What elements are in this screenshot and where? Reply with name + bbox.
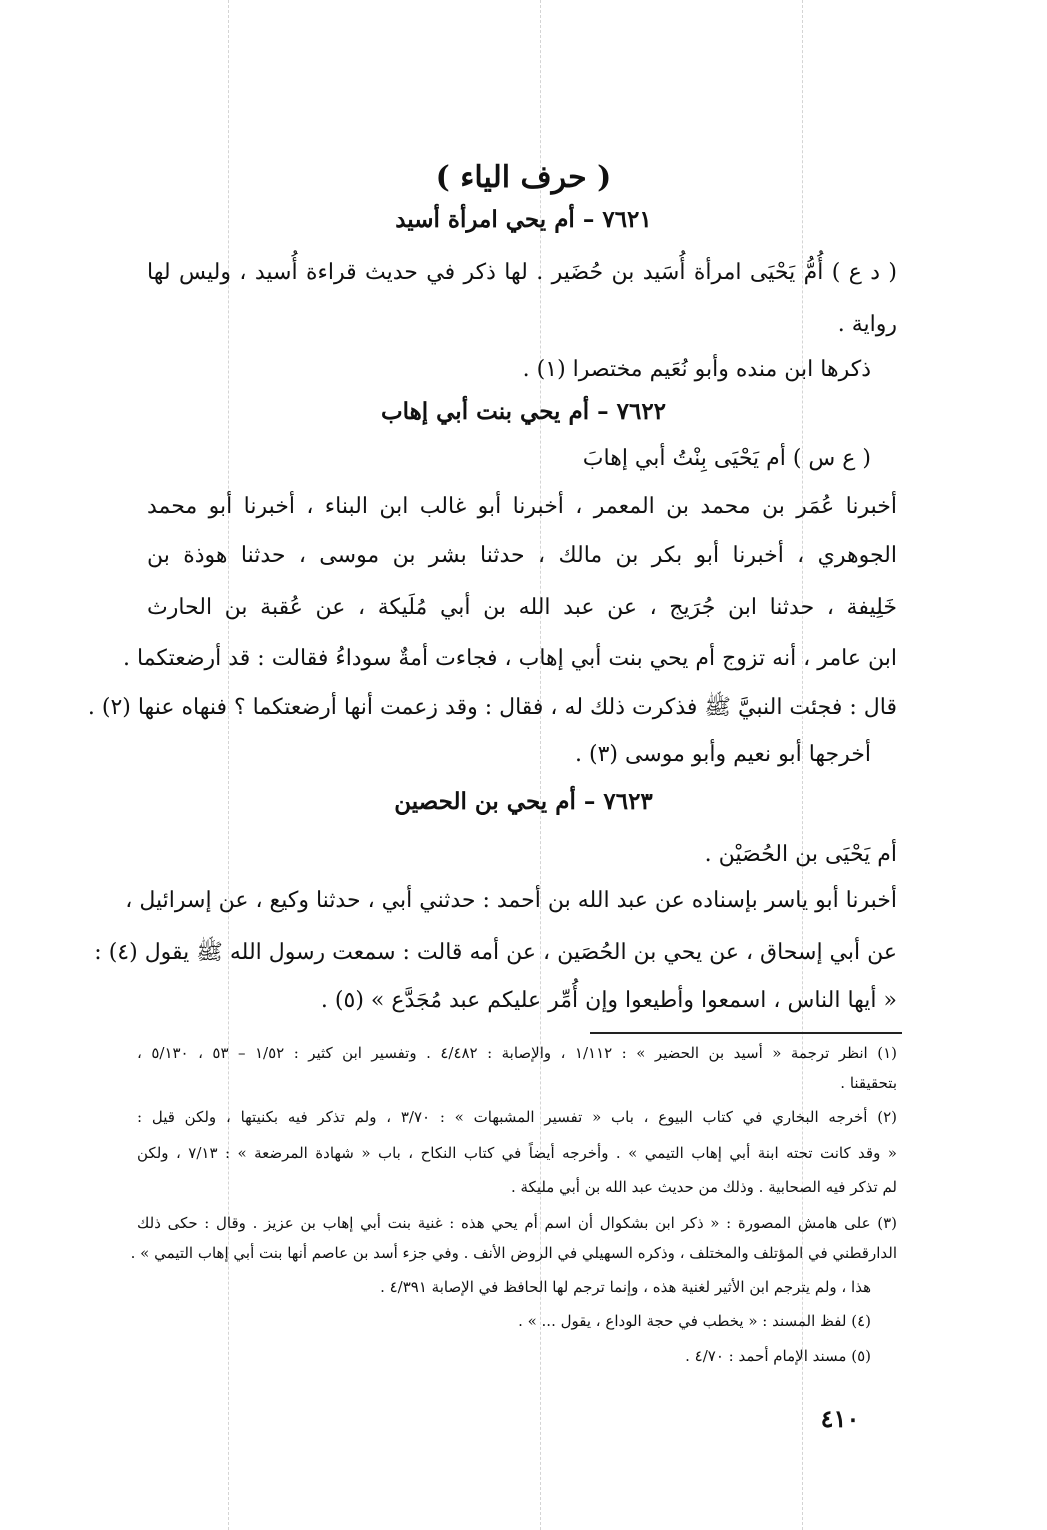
footnote-line: (١) انظر ترجمة « أسيد بن الحضير » : ١/١١٢ ، والإصابة : ٤/٤٨٢ . وتفسير ابن كثير : ١/٥٢ – ٥٣ ، ٥/١٣٠ ، bbox=[137, 1044, 897, 1062]
entry-text-line: ذكرها ابن منده وأبو نُعَيم مختصرا (١) . bbox=[522, 357, 871, 382]
entry-text-line: أخرجها أبو نعيم وأبو موسى (٣) . bbox=[574, 742, 871, 767]
footnote-line: (٣) على هامش المصورة : « ذكر ابن بشكوال أن اسم أم يحي هذه : غنية بنت أبي إهاب بن عزيز . وقال : حكى ذلك bbox=[137, 1214, 897, 1232]
entry-text-line: أخبرنا أبو ياسر بإسناده عن عبد الله بن أحمد : حدثني أبي ، حدثنا وكيع ، عن إسرائيل ، bbox=[125, 888, 897, 913]
footnote-separator bbox=[590, 1032, 902, 1034]
entry-text-line: الجوهري ، أخبرنا أبو بكر بن مالك ، حدثنا بشر بن موسى ، حدثنا هوذة بن bbox=[147, 543, 897, 568]
entry-text-line: رواية . bbox=[837, 312, 897, 337]
footnote-line: (٢) أخرجه البخاري في كتاب البيوع ، باب « تفسير المشبهات » : ٣/٧٠ ، ولم تذكر فيه بكنيتها ، ولكن قيل : bbox=[137, 1108, 897, 1126]
entry-heading: ٧٦٢٢ – أم يحي بنت أبي إهاب bbox=[380, 398, 667, 425]
entry-text-line: ( ع س ) أم يَحْيَى بِنْتُ أبي إهابَ bbox=[582, 446, 871, 471]
entry-text-line: خَلِيفة ، حدثنا ابن جُرَيج ، عن عبد الله بن أبي مُلَيكة ، عن عُقبة بن الحارث bbox=[147, 595, 897, 620]
footnote-line: (٥) مسند الإمام أحمد : ٤/٧٠ . bbox=[685, 1347, 871, 1365]
entry-text-line: عن أبي إسحاق ، عن يحي بن الحُصَين ، عن أمه قالت : سمعت رسول الله ﷺ يقول (٤) : bbox=[94, 940, 897, 965]
footnote-line: (٤) لفظ المسند : « يخطب في حجة الوداع ، يقول ... » . bbox=[518, 1312, 871, 1330]
entry-text-line: أخبرنا عُمَر بن محمد بن المعمر ، أخبرنا أبو غالب ابن البناء ، أخبرنا أبو محمد bbox=[147, 494, 897, 519]
footnote-line: لم تذكر فيه الصحابية . وذلك من حديث عبد الله بن أبي مليكة . bbox=[510, 1178, 897, 1196]
footnote-line: بتحقيقنا . bbox=[840, 1074, 897, 1092]
entry-text-line: أم يَحْيَى بن الحُصَيْن . bbox=[704, 842, 897, 867]
entry-text-line: ابن عامر ، أنه تزوج أم يحي بنت أبي إهاب ، فجاءت أمةٌ سوداءُ فقالت : قد أرضعتكما . bbox=[123, 646, 897, 671]
footnote-line: « وقد كانت تحته ابنة أبي إهاب التيمي » . وأخرجه أيضاً في كتاب النكاح ، باب « شهادة المرضعة » : ٧/١٣ ، ولكن bbox=[137, 1144, 897, 1162]
entry-heading: ٧٦٢١ – أم يحي امرأة أسيد bbox=[395, 206, 652, 233]
footnote-line: هذا ، ولم يترجم ابن الأثير لغنية هذه ، وإنما ترجم لها الحافظ في الإصابة ٤/٣٩١ . bbox=[380, 1278, 871, 1296]
page-number: ٤١٠ bbox=[820, 1404, 860, 1433]
entry-text-line: قال : فجئت النبيَّ ﷺ فذكرت ذلك له ، فقال : وقد زعمت أنها أرضعتكما ؟ فنهاه عنها (٢) . bbox=[87, 695, 897, 720]
entry-text-line: « أيها الناس ، اسمعوا وأطيعوا وإن أُمِّر عليكم عبد مُجَدَّع » (٥) . bbox=[320, 988, 897, 1013]
letter-heading: ( حرف الياء ) bbox=[435, 160, 612, 195]
entry-heading: ٧٦٢٣ – أم يحي بن الحصين bbox=[394, 788, 653, 815]
footnote-line: الدارقطني في المؤتلف والمختلف ، وذكره السهيلي في الروض الأنف . وفي جزء أسد بن عاصم أنها بنت أبي إهاب التيمي » . bbox=[130, 1244, 897, 1262]
entry-text-line: ( د ع ) أُمُّ يَحْيَى امرأة أُسَيد بن حُضَير . لها ذكر في حديث قراءة أُسيد ، وليس لها bbox=[147, 260, 897, 285]
